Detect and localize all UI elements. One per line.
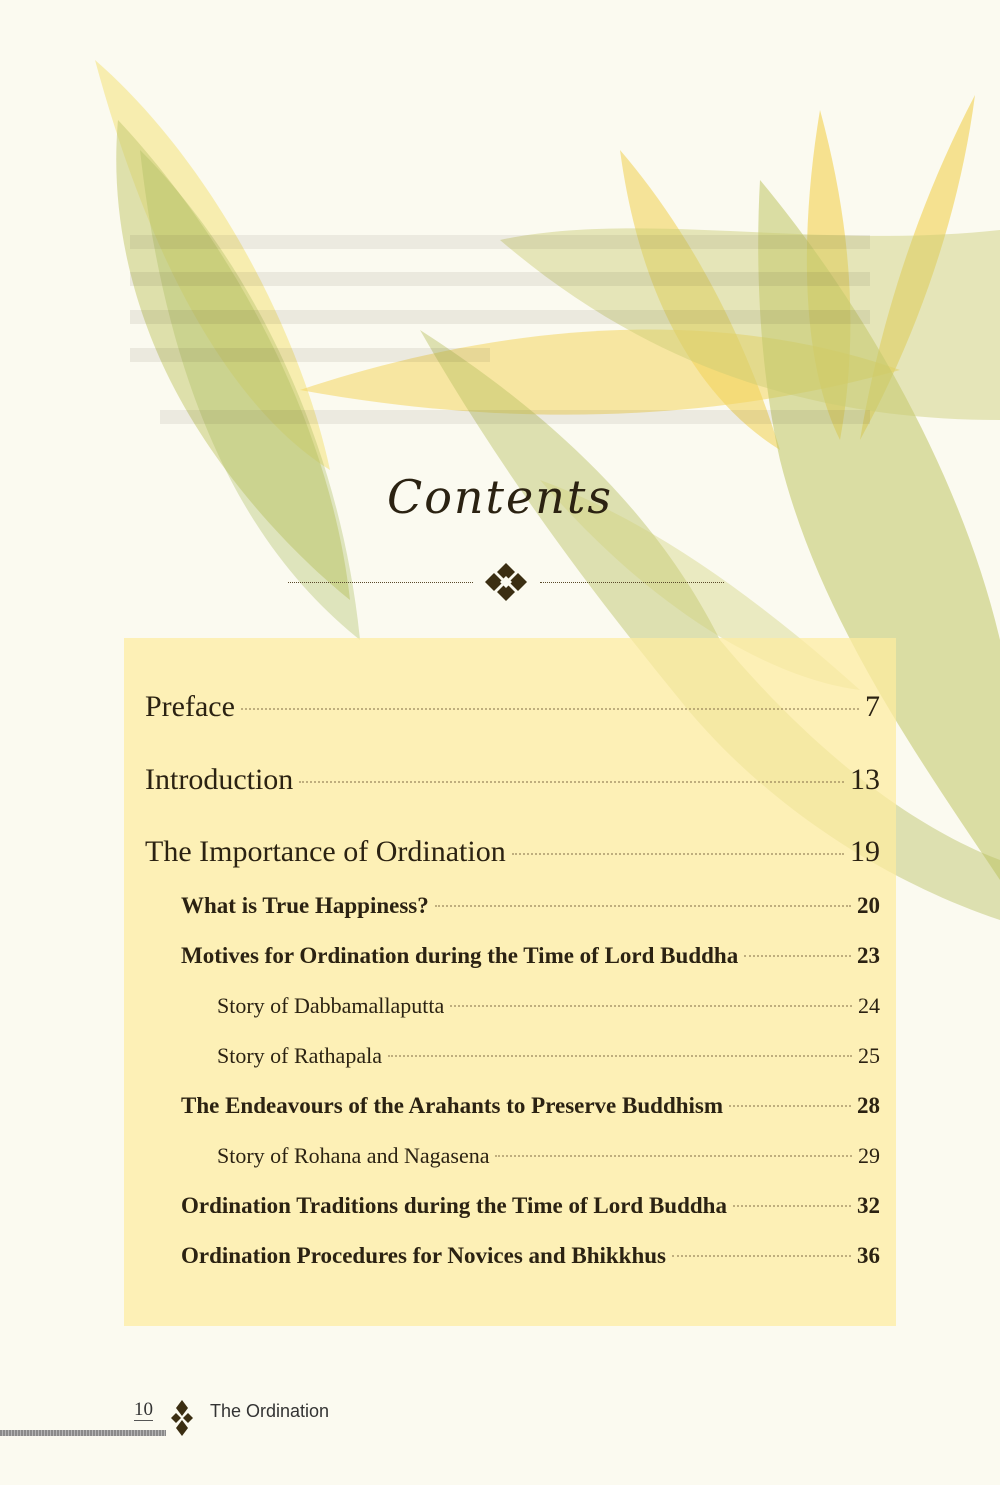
toc-entry-title: Ordination Traditions during the Time of Lord Buddha	[181, 1193, 727, 1218]
footer-page-number: 10	[134, 1399, 153, 1420]
toc-dot-leader	[672, 1255, 851, 1257]
toc-entry-page: 32	[857, 1193, 880, 1218]
toc-entry-title: Introduction	[145, 763, 294, 796]
toc-dot-leader	[435, 905, 851, 907]
footer-rule	[0, 1430, 166, 1436]
toc-entry-title: Preface	[145, 690, 235, 723]
toc-dot-leader	[512, 853, 844, 855]
toc-background-panel	[124, 638, 896, 1326]
page-footer	[0, 1390, 1000, 1450]
toc-entry-title: Ordination Procedures for Novices and Bhikkhus	[181, 1243, 666, 1268]
toc-entry[interactable]	[181, 943, 880, 969]
toc-dot-leader	[729, 1105, 851, 1107]
toc-entry-page: 24	[858, 993, 880, 1018]
diamond-ornament-icon	[484, 562, 528, 602]
toc-dot-leader	[733, 1205, 851, 1207]
toc-entry[interactable]	[145, 835, 880, 869]
footer-book-title: The Ordination	[210, 1401, 330, 1421]
toc-entry-page: 13	[850, 763, 880, 796]
toc-entry-title: What is True Happiness?	[181, 893, 429, 918]
toc-dot-leader	[241, 708, 859, 710]
toc-entry-title: Story of Dabbamallaputta	[217, 993, 445, 1018]
toc-entry-page: 7	[865, 690, 880, 723]
toc-entry[interactable]	[145, 763, 880, 797]
toc-entry-title: Story of Rathapala	[217, 1043, 382, 1068]
toc-entry[interactable]	[217, 1143, 880, 1169]
toc-entry-page: 25	[858, 1043, 880, 1068]
toc-entry-page: 28	[857, 1093, 880, 1118]
toc-dot-leader	[388, 1055, 852, 1057]
toc-entry-page: 29	[858, 1143, 880, 1168]
toc-dot-leader	[744, 955, 851, 957]
toc-entry-title: The Endeavours of the Arahants to Preserve Buddhism	[181, 1093, 724, 1118]
toc-entry-page: 19	[850, 835, 880, 868]
toc-entry[interactable]	[217, 993, 880, 1019]
toc-entry-page: 20	[857, 893, 880, 918]
toc-entry-page: 23	[857, 943, 880, 968]
diamond-ornament-icon	[171, 1400, 193, 1436]
contents-heading: Contents	[387, 470, 613, 524]
toc-entry[interactable]	[181, 1193, 880, 1219]
toc-dot-leader	[299, 781, 844, 783]
toc-entry[interactable]	[181, 1093, 880, 1119]
toc-dot-leader	[450, 1005, 852, 1007]
heading-ornament	[288, 562, 724, 602]
toc-dot-leader	[495, 1155, 852, 1157]
toc-entry-title: Motives for Ordination during the Time of Lord Buddha	[181, 943, 739, 968]
toc-entry-title: The Importance of Ordination	[145, 835, 506, 868]
toc-entry[interactable]	[145, 690, 880, 724]
toc-entry[interactable]	[181, 893, 880, 919]
toc-entry-title: Story of Rohana and Nagasena	[217, 1143, 490, 1168]
toc-entry[interactable]	[217, 1043, 880, 1069]
toc-entry[interactable]	[181, 1243, 880, 1269]
toc-entry-page: 36	[857, 1243, 880, 1268]
ornament-dotted-line-left	[288, 582, 473, 583]
ornament-dotted-line-right	[540, 582, 724, 583]
